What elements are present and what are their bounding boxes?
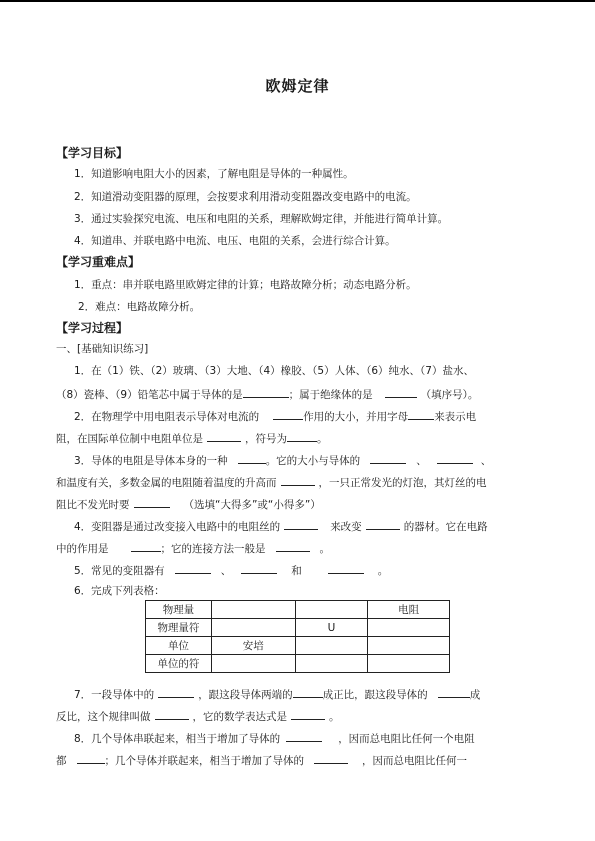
answer-blank[interactable]	[241, 562, 277, 574]
question-3-line2: 和温度有关，多数金属的电阻随着温度的升高而 ，一只正常发光的灯泡，其灯丝的电	[56, 474, 595, 490]
answer-blank[interactable]	[293, 686, 323, 698]
answer-blank[interactable]	[281, 474, 315, 486]
question-1-line2: （8）瓷棒、（9）铅笔芯中属于导体的是 ；属于绝缘体的是 （填序号）。	[56, 386, 595, 402]
table-cell: 物理量	[146, 601, 212, 619]
answer-blank[interactable]	[314, 752, 348, 764]
question-4-line2: 中的作用是 ；它的连接方法一般是 。	[56, 540, 595, 556]
table-row	[146, 655, 450, 673]
answer-blank[interactable]	[238, 452, 266, 464]
page-top-border	[0, 0, 595, 2]
table-cell[interactable]	[295, 637, 368, 655]
answer-blank[interactable]	[408, 408, 434, 420]
quantity-table	[145, 600, 450, 673]
answer-blank[interactable]	[287, 430, 317, 442]
goal-item: 2．知道滑动变阻器的原理，会按要求利用滑动变阻器改变电路中的电流。	[74, 191, 417, 203]
question-5: 5．常见的变阻器有 、 和 。	[74, 562, 595, 578]
table-cell: U	[295, 619, 368, 637]
answer-blank[interactable]	[134, 496, 170, 508]
answer-blank[interactable]	[286, 730, 322, 742]
part-heading: 一、[基础知识练习]	[56, 343, 149, 355]
table-cell[interactable]	[368, 619, 450, 637]
goal-item: 1．知道影响电阻大小的因素，了解电阻是导体的一种属性。	[74, 168, 354, 180]
key-item: 1．重点：串并联电路里欧姆定律的计算；电路故障分析；动态电路分析。	[74, 279, 417, 291]
table-row	[146, 637, 450, 655]
answer-blank[interactable]	[370, 452, 406, 464]
section-heading-process: 【学习过程】	[56, 321, 129, 335]
table-cell: 电阻	[368, 601, 450, 619]
section-heading-key: 【学习重难点】	[56, 255, 141, 269]
goal-item: 3．通过实验探究电流、电压和电阻的关系，理解欧姆定律，并能进行简单计算。	[74, 213, 449, 225]
question-8-line2: 都 ；几个导体并联起来，相当于增加了导体的 ，因而总电阻比任何一	[56, 752, 595, 768]
table-cell[interactable]	[368, 655, 450, 673]
answer-blank[interactable]	[243, 386, 289, 398]
answer-blank[interactable]	[284, 518, 318, 530]
table-row	[146, 619, 450, 637]
table-cell[interactable]	[211, 601, 295, 619]
question-8-line1: 8．几个导体串联起来，相当于增加了导体的 ，因而总电阻比任何一个电阻	[74, 730, 595, 746]
table-cell[interactable]	[295, 601, 368, 619]
table-cell: 安培	[211, 637, 295, 655]
answer-blank[interactable]	[438, 686, 470, 698]
question-3-line3: 阻比不发光时要 （选填“大得多”或“小得多”）	[56, 496, 595, 512]
question-6: 6．完成下列表格：	[74, 585, 165, 597]
section-heading-goals: 【学习目标】	[56, 146, 129, 160]
table-cell[interactable]	[368, 637, 450, 655]
goal-item: 4．知道串、并联电路中电流、电压、电阻的关系，会进行综合计算。	[74, 235, 396, 247]
answer-blank[interactable]	[158, 686, 194, 698]
answer-blank[interactable]	[131, 540, 161, 552]
table-cell[interactable]	[295, 655, 368, 673]
answer-blank[interactable]	[77, 752, 105, 764]
answer-blank[interactable]	[276, 540, 310, 552]
answer-blank[interactable]	[366, 518, 400, 530]
question-2-line1: 2．在物理学中用电阻表示导体对电流的 作用的大小，并用字母 来表示电	[74, 408, 595, 424]
question-2-line2: 阻，在国际单位制中电阻单位是 ，符号为 。	[56, 430, 595, 446]
table-cell: 物理量符	[146, 619, 212, 637]
answer-blank[interactable]	[155, 708, 189, 720]
answer-blank[interactable]	[437, 452, 473, 464]
table-row	[146, 601, 450, 619]
question-4-line1: 4．变阻器是通过改变接入电路中的电阻丝的 来改变 的器材。它在电路	[74, 518, 595, 534]
table-cell[interactable]	[211, 655, 295, 673]
table-cell: 单位的符	[146, 655, 212, 673]
question-1-line1: 1．在（1）铁、（2）玻璃、（3）大地、（4）橡胶、（5）人体、（6）纯水、（7）盐水、	[74, 365, 474, 377]
answer-blank[interactable]	[291, 708, 325, 720]
answer-blank[interactable]	[207, 430, 241, 442]
answer-blank[interactable]	[273, 408, 303, 420]
answer-blank[interactable]	[175, 562, 211, 574]
question-7-line1: 7．一段导体中的 ，跟这段导体两端的 成正比，跟这段导体的 成	[74, 686, 595, 702]
question-3-line1: 3．导体的电阻是导体本身的一种 。它的大小与导体的 、 、	[74, 452, 595, 468]
page-title: 欧姆定律	[265, 77, 330, 95]
key-item: 2．难点：电路故障分析。	[78, 301, 201, 313]
answer-blank[interactable]	[328, 562, 364, 574]
table-cell: 单位	[146, 637, 212, 655]
answer-blank[interactable]	[385, 386, 417, 398]
table-cell[interactable]	[211, 619, 295, 637]
question-7-line2: 反比，这个规律叫做 ，它的数学表达式是 。	[56, 708, 595, 724]
